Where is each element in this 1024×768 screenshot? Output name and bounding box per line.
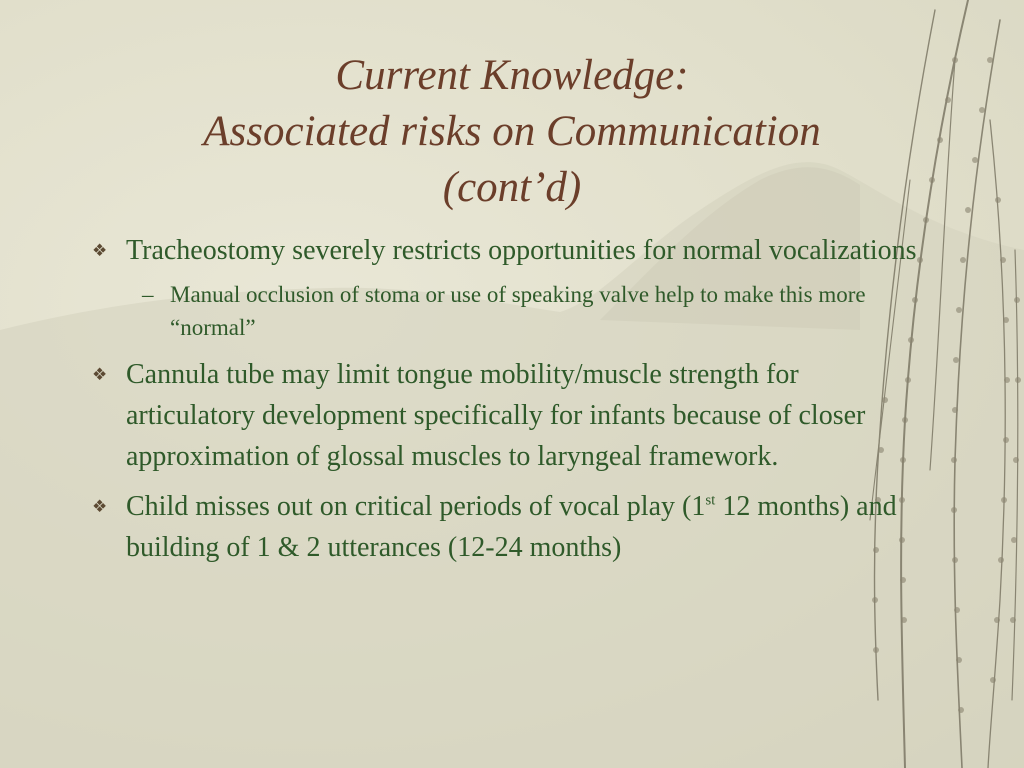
diamond-bullet-icon: ❖ (92, 241, 108, 260)
title-line-2: Associated risks on Communication (203, 108, 821, 155)
bullet-item (86, 354, 926, 477)
dash-marker: – (142, 282, 154, 307)
bullet-list (86, 230, 926, 577)
title-line-3: (cont’d) (442, 164, 582, 211)
bullet-text: Tracheostomy severely restricts opportunities for normal vocalizations (126, 235, 917, 266)
slide-title (100, 48, 924, 216)
diamond-bullet-icon: ❖ (92, 365, 108, 384)
bullet-item (86, 486, 926, 568)
superscript-st: st (705, 492, 716, 509)
sub-bullet-item (86, 278, 926, 344)
bullet-text: Cannula tube may limit tongue mobility/muscle strength for articulatory development specifically for infants because of closer approximation of glossal muscles to laryngeal framework. (126, 359, 866, 472)
diamond-bullet-icon: ❖ (92, 497, 108, 516)
bullet-text-part-2: 12 months) and building of 1 & 2 utterances (12-24 months) (126, 491, 897, 563)
bullet-item (86, 230, 926, 271)
title-line-1: Current Knowledge: (335, 52, 689, 99)
bullet-text-part-1: Child misses out on critical periods of vocal play (1 (126, 491, 706, 522)
sub-bullet-text: Manual occlusion of stoma or use of speaking valve help to make this more “normal” (170, 282, 866, 340)
